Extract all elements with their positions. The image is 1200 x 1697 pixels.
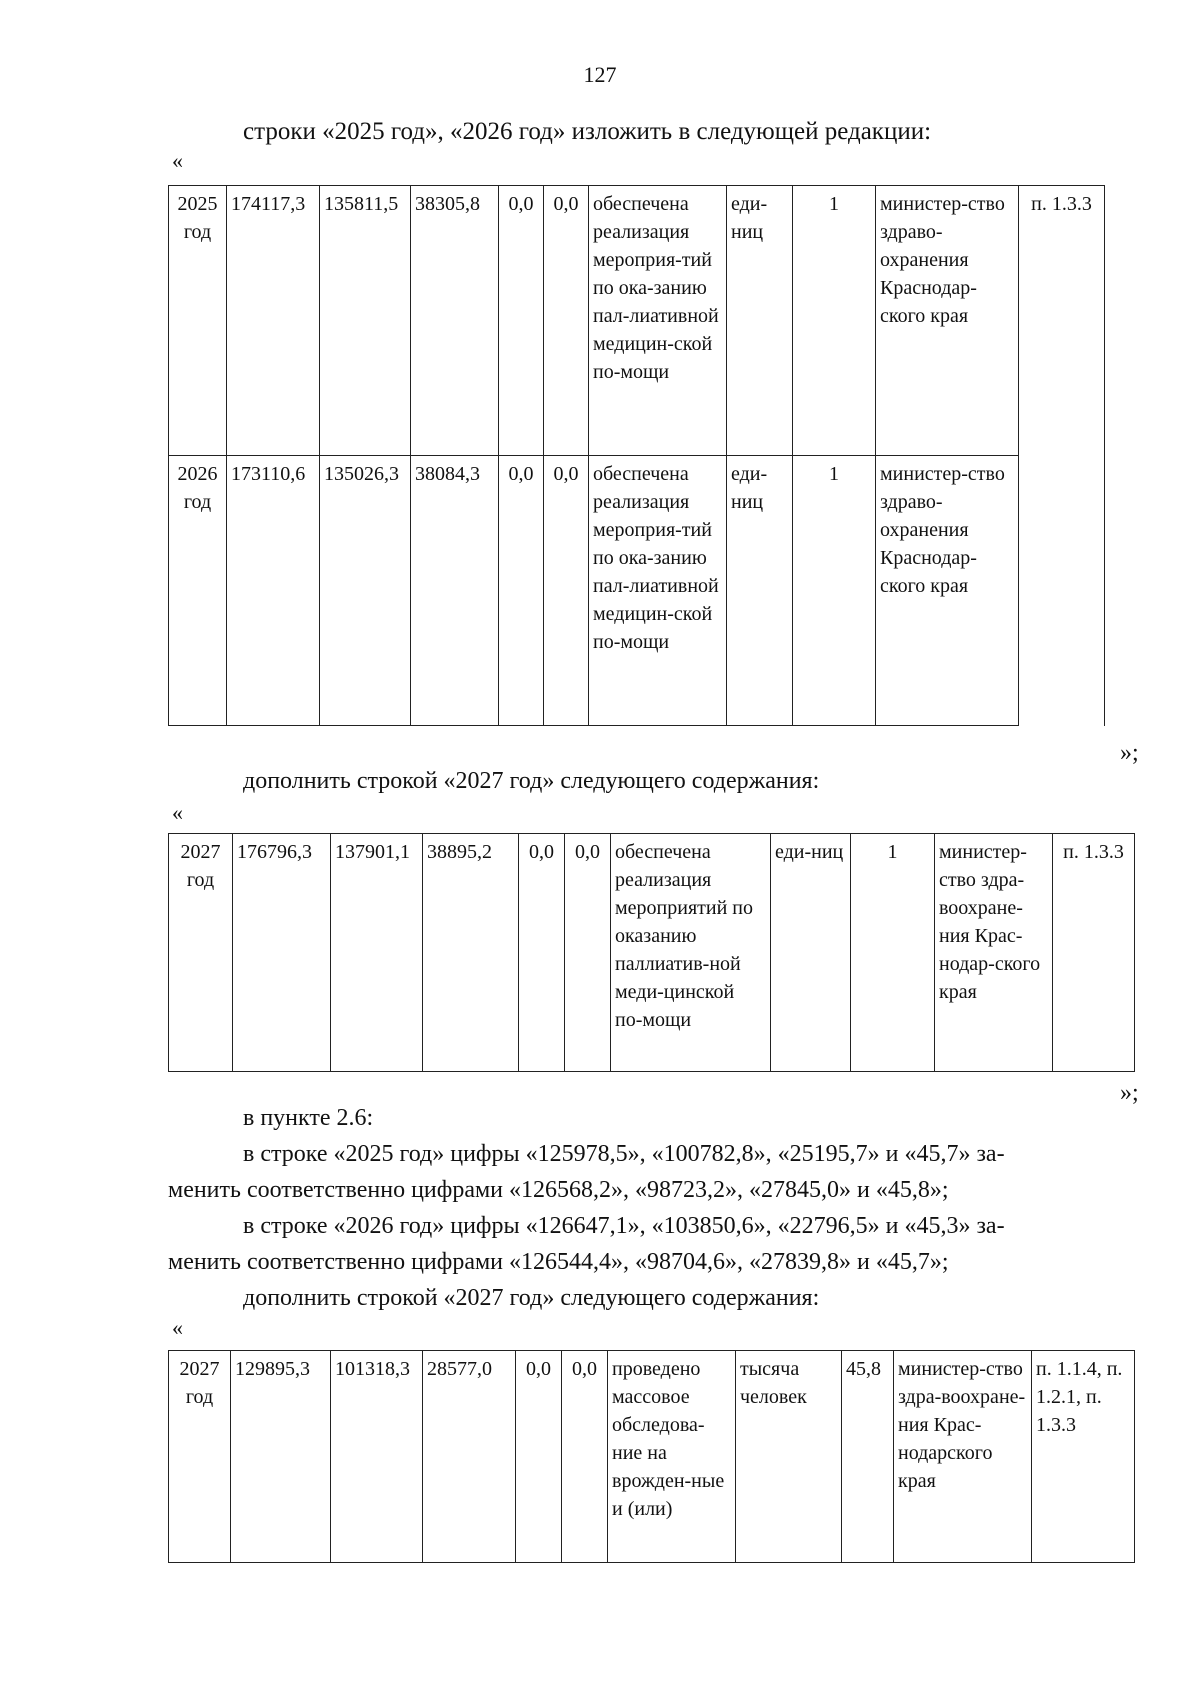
cell-value: 1 [793, 456, 876, 726]
table-row [169, 456, 1105, 726]
cell-total: 176796,3 [233, 834, 331, 1072]
cell-result: обеспечена реализация мероприятий по оказанию паллиатив-ной меди-цинской по-мощи [611, 834, 771, 1072]
cell-regional: 135026,3 [320, 456, 411, 726]
close-quote-2: »; [1120, 1080, 1139, 1106]
cell-local: 0,0 [516, 1351, 562, 1563]
cell-result: обеспечена реализация мероприя-тий по ока-занию пал-лиативной медицин-ской по-мощи [589, 456, 727, 726]
close-quote-1: »; [1120, 740, 1139, 766]
para-line-2b: менить соответственно цифрами «126568,2», «98723,2», «27845,0» и «45,8»; [168, 1177, 949, 1203]
cell-ref: п. 1.3.3 [1019, 186, 1105, 726]
table-row [169, 1351, 1135, 1563]
cell-year: 2025 год [169, 186, 227, 456]
cell-value: 45,8 [842, 1351, 894, 1563]
table-row [169, 834, 1135, 1072]
intro-line-1: строки «2025 год», «2026 год» изложить в следующей редакции: [243, 118, 932, 145]
cell-other: 0,0 [565, 834, 611, 1072]
open-quote-2: « [172, 800, 183, 825]
cell-federal: 38895,2 [423, 834, 519, 1072]
cell-value: 1 [851, 834, 935, 1072]
table-2027-b [168, 1350, 1135, 1563]
cell-local: 0,0 [519, 834, 565, 1072]
cell-total: 174117,3 [227, 186, 320, 456]
cell-other: 0,0 [544, 456, 589, 726]
cell-other: 0,0 [562, 1351, 608, 1563]
cell-total: 173110,6 [227, 456, 320, 726]
cell-unit: еди-ниц [771, 834, 851, 1072]
cell-regional: 135811,5 [320, 186, 411, 456]
page-number: 127 [583, 62, 617, 87]
cell-regional: 101318,3 [331, 1351, 423, 1563]
para-line-3b: менить соответственно цифрами «126544,4», «98704,6», «27839,8» и «45,7»; [168, 1249, 949, 1275]
cell-federal: 38084,3 [411, 456, 499, 726]
cell-federal: 38305,8 [411, 186, 499, 456]
cell-other: 0,0 [544, 186, 589, 456]
cell-year: 2027 год [169, 1351, 231, 1563]
cell-federal: 28577,0 [423, 1351, 516, 1563]
cell-ref: п. 1.3.3 [1053, 834, 1135, 1072]
cell-local: 0,0 [499, 456, 544, 726]
cell-executor: министер-ство здраво-охранения Краснодар-ского края [876, 186, 1019, 456]
cell-year: 2027 год [169, 834, 233, 1072]
table-2025-2026 [168, 185, 1105, 726]
intro-line-2: дополнить строкой «2027 год» следующего содержания: [243, 768, 820, 794]
cell-total: 129895,3 [231, 1351, 331, 1563]
cell-executor: министер-ство здраво-охранения Краснодар-ского края [876, 456, 1019, 726]
cell-local: 0,0 [499, 186, 544, 456]
cell-result: проведено массовое обследова-ние на врожден-ные и (или) [608, 1351, 736, 1563]
para-line-2a: в строке «2025 год» цифры «125978,5», «100782,8», «25195,7» и «45,7» за- [243, 1141, 1005, 1167]
open-quote-1: « [172, 148, 183, 173]
cell-unit: тысяча человек [736, 1351, 842, 1563]
cell-regional: 137901,1 [331, 834, 423, 1072]
open-quote-3: « [172, 1315, 183, 1340]
cell-unit: еди-ниц [727, 186, 793, 456]
cell-value: 1 [793, 186, 876, 456]
cell-year: 2026 год [169, 456, 227, 726]
para-line-3a: в строке «2026 год» цифры «126647,1», «103850,6», «22796,5» и «45,3» за- [243, 1213, 1005, 1239]
cell-executor: министер-ство здра-воохране-ния Крас-нодарского края [894, 1351, 1032, 1563]
table-row [169, 186, 1105, 456]
para-line-4: дополнить строкой «2027 год» следующего содержания: [243, 1285, 820, 1311]
cell-executor: министер-ство здра-воохране-ния Крас-нодар-ского края [935, 834, 1053, 1072]
cell-ref: п. 1.1.4, п. 1.2.1, п. 1.3.3 [1032, 1351, 1135, 1563]
cell-result: обеспечена реализация мероприя-тий по ока-занию пал-лиативной медицин-ской по-мощи [589, 186, 727, 456]
cell-unit: еди-ниц [727, 456, 793, 726]
para-line-1: в пункте 2.6: [243, 1105, 374, 1131]
table-2027-a [168, 833, 1135, 1072]
